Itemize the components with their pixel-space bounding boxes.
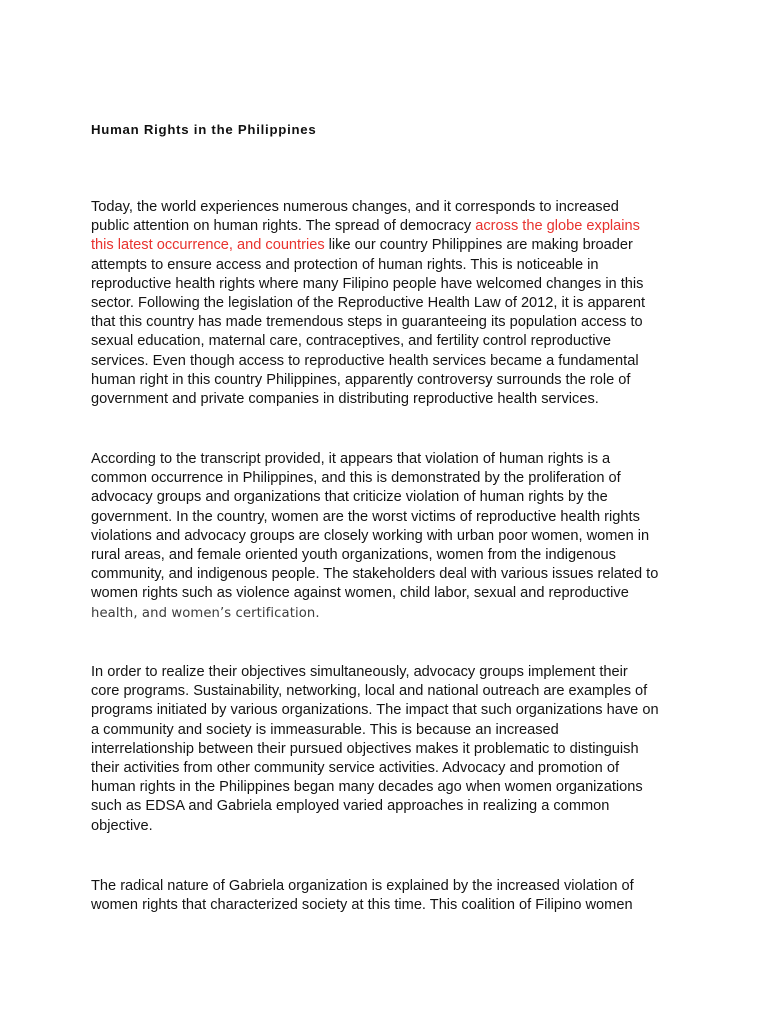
text-line: such as EDSA and Gabriela employed varied approaches in realizing a common [91, 798, 610, 815]
text-line: reproductive health rights where many Filipino people have welcomed changes in this [91, 275, 644, 292]
text-line: core programs. Sustainability, networking, local and national outreach are examples of [91, 683, 648, 700]
paragraph-3 [91, 663, 691, 836]
paragraph-1 [91, 198, 691, 409]
text-line: objective. [91, 817, 153, 834]
text-line: programs initiated by various organizations. The impact that such organizations have on [91, 702, 659, 719]
text-line: The radical nature of Gabriela organization is explained by the increased violation of [91, 878, 634, 894]
text-line [91, 236, 691, 255]
text-line: According to the transcript provided, it appears that violation of human rights is a [91, 451, 611, 467]
text-line [91, 217, 691, 236]
text-segment: like our country Philippines are making broader [324, 237, 633, 254]
text-line: human rights in the Philippines began many decades ago when women organizations [91, 779, 643, 796]
text-line: advocacy groups and organizations that criticize violation of human rights by the [91, 489, 608, 506]
text-line: government and private companies in distributing reproductive health services. [91, 390, 599, 407]
text-line: sector. Following the legislation of the Reproductive Health Law of 2012, it is apparent [91, 294, 646, 311]
text-line: a community and society is immeasurable. This is because an increased [91, 721, 559, 738]
text-line: rural areas, and female oriented youth organizations, women from the indigenous [91, 546, 616, 563]
paragraph-4 [91, 877, 691, 915]
text-line: services. Even though access to reproductive health services became a fundamental [91, 352, 639, 369]
text-segment: public attention on human rights. The spread of democracy [91, 218, 476, 235]
document-title: Human Rights in the Philippines [91, 122, 317, 137]
text-line: Today, the world experiences numerous changes, and it corresponds to increased [91, 199, 619, 215]
highlighted-text: this latest occurrence, and countries [91, 237, 325, 254]
text-line: human right in this country Philippines, apparently controversy surrounds the role of [91, 371, 631, 388]
text-line: common occurrence in Philippines, and this is demonstrated by the proliferation of [91, 470, 621, 487]
text-line: women rights such as violence against women, child labor, sexual and reproductive [91, 585, 629, 602]
text-line: that this country has made tremendous steps in guaranteeing its population access to [91, 314, 643, 331]
text-line: community, and indigenous people. The stakeholders deal with various issues related to [91, 566, 659, 583]
text-line: attempts to ensure access and protection of human rights. This is noticeable in [91, 256, 599, 273]
text-line: interrelationship between their pursued objectives makes it problematic to distinguish [91, 740, 639, 757]
text-line: government. In the country, women are the worst victims of reproductive health rights [91, 508, 640, 525]
text-line: their activities from other community service activities. Advocacy and promotion of [91, 759, 620, 776]
faded-text: health, and women’s certification. [91, 605, 320, 621]
text-line: sexual education, maternal care, contraceptives, and fertility control reproductive [91, 333, 611, 350]
text-line: violations and advocacy groups are closely working with urban poor women, women in [91, 527, 650, 544]
text-line: In order to realize their objectives simultaneously, advocacy groups implement their [91, 664, 628, 680]
paragraph-2 [91, 450, 691, 623]
text-line: women rights that characterized society at this time. This coalition of Filipino women [91, 897, 633, 914]
highlighted-text: across the globe explains [475, 218, 640, 235]
text-line [91, 604, 691, 623]
